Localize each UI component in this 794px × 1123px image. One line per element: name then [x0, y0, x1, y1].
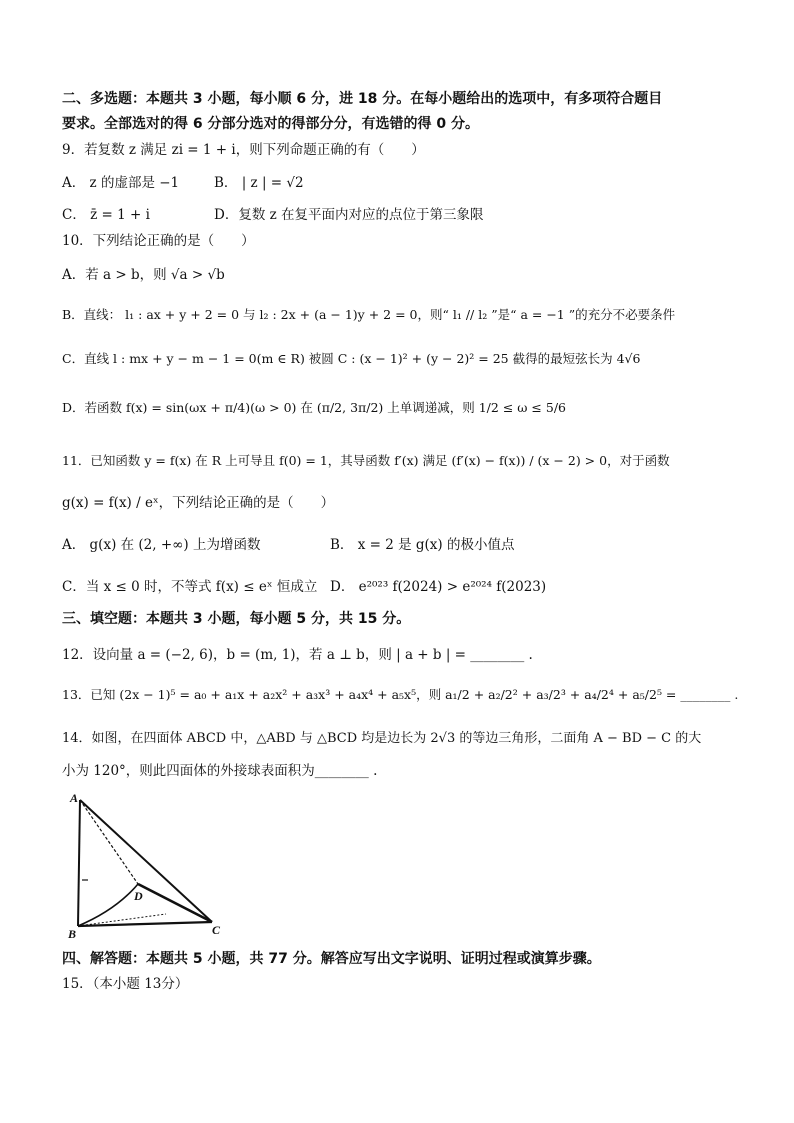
q11-stem-line2: g(x) = f(x) / eˣ，下列结论正确的是（ ）	[62, 495, 335, 511]
edge-dc	[138, 884, 212, 922]
edge-ac	[80, 800, 212, 922]
section2-heading-line1: 二、多选题：本题共 3 小题，每小顺 6 分，进 18 分。在每小题给出的选项中，有多项符合题目	[62, 91, 663, 107]
q10-option-b: B．直线： l₁ : ax + y + 2 = 0 与 l₂ : 2x + (a − 1)y + 2 = 0，则“ l₁ // l₂ ”是“ a = −1 ”的充分不必要条件	[62, 307, 676, 322]
q9-option-c: C． z̄ = 1 + i	[62, 207, 150, 223]
q9-option-b: B． | z | = √2	[214, 175, 304, 191]
q11-options-row1	[62, 534, 734, 556]
edge-bc	[78, 922, 212, 926]
edge-ab	[78, 800, 80, 926]
label-c: C	[212, 923, 221, 937]
edge-bd	[78, 884, 138, 926]
q11-option-c: C．当 x ≤ 0 时，不等式 f(x) ≤ eˣ 恒成立	[62, 579, 318, 595]
q11-option-b: B． x = 2 是 g(x) 的极小值点	[330, 537, 515, 553]
tetrahedron-figure	[66, 790, 226, 940]
label-a: A	[70, 791, 79, 805]
q9-stem: 9．若复数 z 满足 zi = 1 + i，则下列命题正确的有（ ）	[62, 142, 425, 158]
q10-stem: 10．下列结论正确的是（ ）	[62, 233, 255, 249]
q10-option-d: D．若函数 f(x) = sin(ωx + π/4)(ω > 0) 在 (π/2, 3π/2) 上单调递减，则 1/2 ≤ ω ≤ 5/6	[62, 400, 566, 415]
q9-options-row1	[62, 172, 734, 194]
q14-line1: 14．如图，在四面体 ABCD 中，△ABD 与 △BCD 均是边长为 2√3 的等边三角形，二面角 A − BD − C 的大	[62, 731, 702, 746]
q12-text: 12．设向量 a = (−2, 6)，b = (m, 1)，若 a ⊥ b，则 | a + b | = ________ .	[62, 647, 533, 663]
q10-option-a: A．若 a > b，则 √a > √b	[62, 267, 225, 283]
q13-text: 13．已知 (2x − 1)⁵ = a₀ + a₁x + a₂x² + a₃x³ + a₄x⁴ + a₅x⁵，则 a₁/2 + a₂/2² + a₃/2³ + a₄/2⁴ + a₅/2⁵ = ________ .	[62, 687, 739, 702]
q9-options-row2	[62, 204, 734, 226]
q10-option-c: C．直线 l : mx + y − m − 1 = 0(m ∈ R) 被圆 C : (x − 1)² + (y − 2)² = 25 截得的最短弦长为 4√6	[62, 351, 641, 366]
q11-option-d: D． e²⁰²³ f(2024) > e²⁰²⁴ f(2023)	[330, 579, 547, 595]
q14-line2: 小为 120°，则此四面体的外接球表面积为________ .	[62, 763, 378, 779]
q9-option-a: A． z 的虚部是 −1	[62, 175, 180, 191]
q11-options-row2	[62, 576, 734, 598]
label-b: B	[68, 927, 77, 940]
q9-option-d: D．复数 z 在复平面内对应的点位于第三象限	[214, 207, 484, 223]
q11-stem-line1: 11．已知函数 y = f(x) 在 R 上可导且 f(0) = 1，其导函数 f′(x) 满足 (f′(x) − f(x)) / (x − 2) > 0，对于函数	[62, 453, 670, 468]
q15-text: 15．（本小题 13分）	[62, 976, 189, 992]
q11-option-a: A． g(x) 在 (2, +∞) 上为增函数	[62, 537, 261, 553]
section4-heading: 四、解答题：本题共 5 小题，共 77 分。解答应写出文字说明、证明过程或演算步骤。	[62, 951, 601, 967]
section3-heading: 三、填空题：本题共 3 小题，每小题 5 分，共 15 分。	[62, 611, 411, 627]
label-d: D	[134, 889, 143, 903]
edge-ad	[80, 800, 138, 884]
section2-heading-line2: 要求。全部选对的得 6 分部分选对的得部分分，有选错的得 0 分。	[62, 116, 479, 132]
